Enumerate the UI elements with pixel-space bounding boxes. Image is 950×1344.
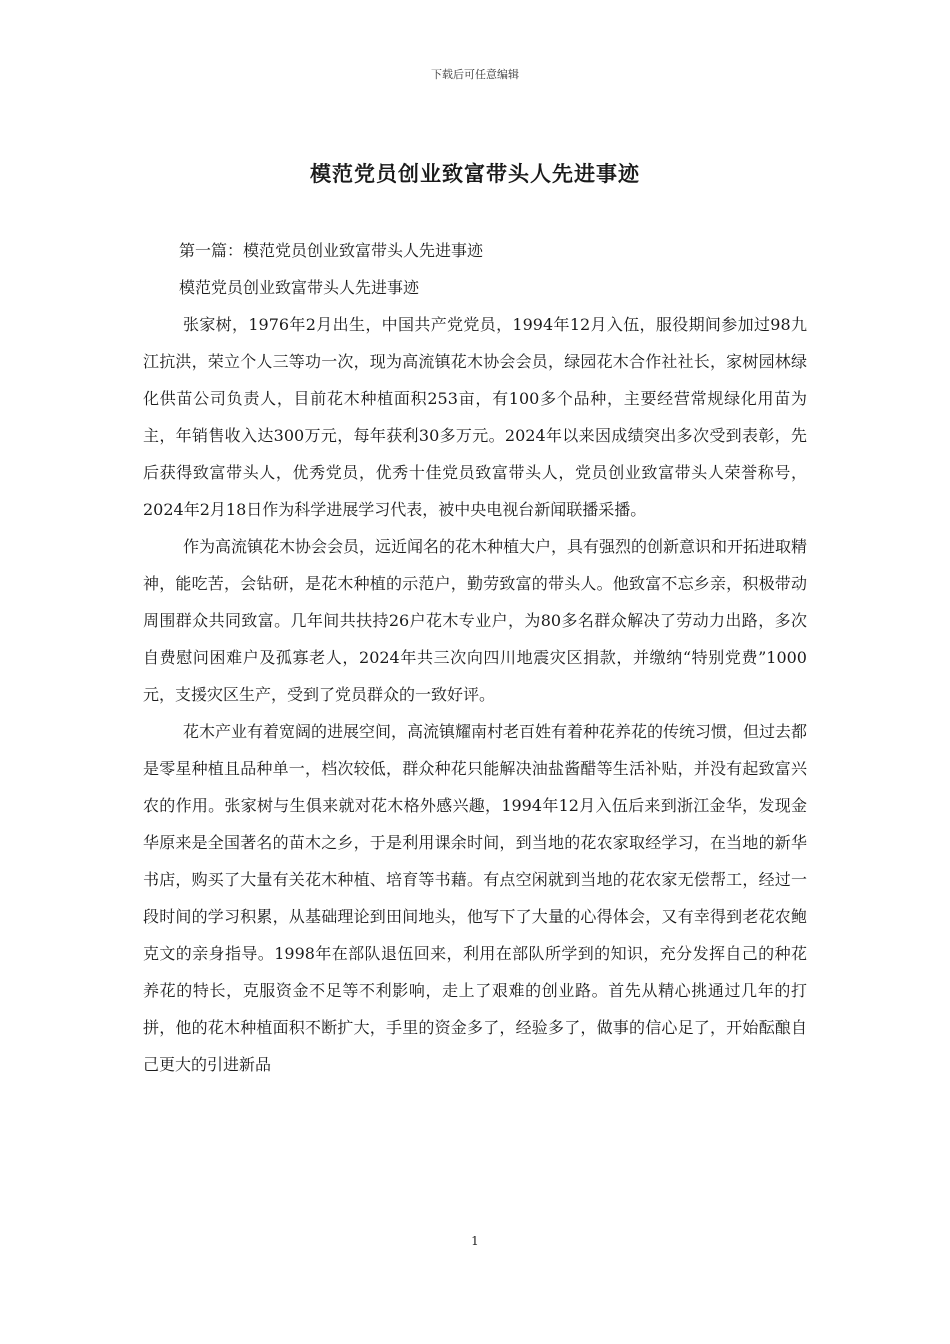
page-number: 1 xyxy=(471,1234,479,1248)
document-title: 模范党员创业致富带头人先进事迹 xyxy=(310,161,640,186)
page-header-note: 下载后可任意编辑 xyxy=(431,68,519,81)
section-heading: 第一篇：模范党员创业致富带头人先进事迹 xyxy=(179,241,484,260)
body-paragraph-1: 张家树，1976年2月出生，中国共产党党员，1994年12月入伍，服役期间参加过98九江抗洪，荣立个人三等功一次，现为高流镇花木协会会员，绿园花木合作社社长，家树园林绿化供苗公司负责人，目前花木种植面积253亩，有100多个品种，主要经营常规绿化用苗为主，年销售收入达300万元，每年获利30多万元。2024年以来因成绩突出多次受到表彰，先后获得致富带头人，优秀党员，优秀十佳党员致富带头人，党员创业致富带头人荣誉称号，2024年2月18日作为科学进展学习代表，被中央电视台新闻联播采播。 xyxy=(143,315,807,519)
article-heading: 模范党员创业致富带头人先进事迹 xyxy=(179,278,420,297)
body-paragraph-2: 作为高流镇花木协会会员，远近闻名的花木种植大户，具有强烈的创新意识和开拓进取精神，能吃苦，会钻研，是花木种植的示范户，勤劳致富的带头人。他致富不忘乡亲，积极带动周围群众共同致富。几年间共扶持26户花木专业户，为80多名群众解决了劳动力出路，多次自费慰问困难户及孤寡老人，2024年共三次向四川地震灾区捐款，并缴纳“特别党费”1000元，支援灾区生产，受到了党员群众的一致好评。 xyxy=(143,537,808,704)
document-body xyxy=(143,232,807,1083)
body-paragraph-3: 花木产业有着宽阔的进展空间，高流镇耀南村老百姓有着种花养花的传统习惯，但过去都是零星种植且品种单一，档次较低，群众种花只能解决油盐酱醋等生活补贴，并没有起致富兴农的作用。张家树与生俱来就对花木格外感兴趣，1994年12月入伍后来到浙江金华，发现金华原来是全国著名的苗木之乡，于是利用课余时间，到当地的花农家取经学习，在当地的新华书店，购买了大量有关花木种植、培育等书藉。有点空闲就到当地的花农家无偿帮工，经过一段时间的学习积累，从基础理论到田间地头，他写下了大量的心得体会，又有幸得到老花农鲍克文的亲身指导。1998年在部队退伍回来，利用在部队所学到的知识，充分发挥自己的种花养花的特长，克服资金不足等不利影响，走上了艰难的创业路。首先从精心挑通过几年的打拼，他的花木种植面积不断扩大，手里的资金多了，经验多了，做事的信心足了，开始酝酿自己更大的引进新品 xyxy=(143,722,808,1074)
